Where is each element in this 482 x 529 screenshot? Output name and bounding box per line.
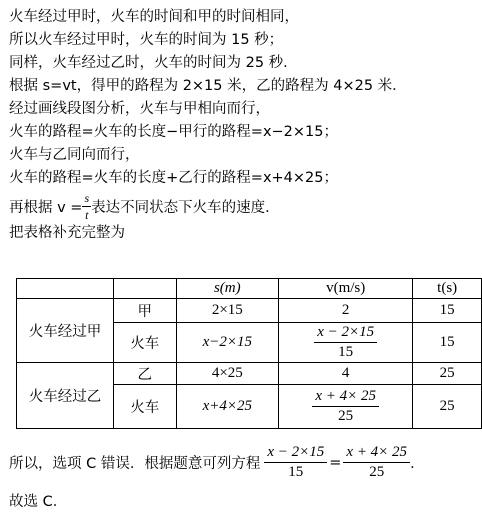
cell-t: 25: [413, 363, 482, 385]
text-line-3: 同样，火车经过乙时，火车的时间为 25 秒．: [9, 55, 298, 71]
header-cell-empty-2: [113, 279, 176, 299]
cell-v: [279, 385, 413, 429]
cell-t: 15: [413, 323, 482, 363]
header-t: t(s): [413, 279, 482, 299]
equation-right-fraction: [343, 445, 410, 480]
final-answer: 故选 C．: [9, 494, 68, 510]
row-label: 火车: [113, 323, 176, 363]
group-label-yi: 火车经过乙: [17, 363, 114, 429]
equals-sign: =: [329, 454, 342, 471]
header-cell-empty-1: [17, 279, 114, 299]
header-s: s(m): [176, 279, 278, 299]
formula-suffix: 表达不同状态下火车的速度．: [91, 199, 280, 216]
fraction-denominator: 25: [338, 408, 354, 424]
cell-v: [279, 323, 413, 363]
fraction-numerator: x − 2×15: [264, 445, 327, 463]
text-line-6: 火车的路程=火车的长度−甲行的路程=x−2×15；: [9, 124, 339, 140]
formula-prefix: 再根据 v =: [9, 199, 83, 216]
velocity-formula-line: [9, 190, 475, 222]
table-header-row: [17, 279, 482, 299]
fraction-denominator: 15: [338, 344, 354, 360]
row-label: 乙: [113, 363, 176, 385]
conclusion-prefix: 所以，选项 C 错误．根据题意可列方程: [9, 456, 261, 472]
fraction-numerator: x + 4× 25: [312, 389, 379, 407]
fraction-denominator: t: [85, 207, 89, 222]
fraction-numerator: s: [84, 190, 90, 205]
text-line-1: 火车经过甲时，火车的时间和甲的时间相同，: [9, 9, 299, 25]
cell-v: 4: [279, 363, 413, 385]
cell-s: 4×25: [176, 363, 278, 385]
group-label-jia: 火车经过甲: [17, 299, 114, 363]
equation-left-fraction: [264, 445, 327, 480]
data-table: [16, 278, 482, 429]
header-v: v(m/s): [279, 279, 413, 299]
table-intro: 把表格补充完整为: [9, 225, 125, 241]
fraction-numerator: x + 4× 25: [343, 445, 410, 463]
cell-s: 2×15: [176, 299, 278, 323]
cell-s: x+4×25: [176, 385, 278, 429]
cell-v: 2: [279, 299, 413, 323]
row-label: 火车: [113, 385, 176, 429]
table-row: [17, 299, 482, 323]
row-label: 甲: [113, 299, 176, 323]
text-line-8: 火车的路程=火车的长度+乙行的路程=x+4×25；: [9, 170, 339, 186]
table-row: [17, 363, 482, 385]
fraction-denominator: 25: [369, 464, 385, 480]
cell-s: x−2×15: [176, 323, 278, 363]
conclusion-suffix: ．: [410, 456, 425, 472]
conclusion-line: [9, 445, 425, 480]
cell-t: 25: [413, 385, 482, 429]
velocity-fraction: [82, 192, 91, 221]
cell-t: 15: [413, 299, 482, 323]
solution-text: [9, 6, 475, 245]
text-line-7: 火车与乙同向而行，: [9, 147, 140, 163]
velocity-fraction: [314, 325, 377, 360]
fraction-denominator: 15: [288, 464, 304, 480]
velocity-fraction: [312, 389, 379, 424]
fraction-numerator: x − 2×15: [314, 325, 377, 343]
text-line-5: 经过画线段图分析，火车与甲相向而行，: [9, 101, 270, 117]
text-line-2: 所以火车经过甲时，火车的时间为 15 秒；: [9, 32, 284, 48]
text-line-4: 根据 s=vt，得甲的路程为 2×15 米，乙的路程为 4×25 米．: [9, 78, 407, 94]
